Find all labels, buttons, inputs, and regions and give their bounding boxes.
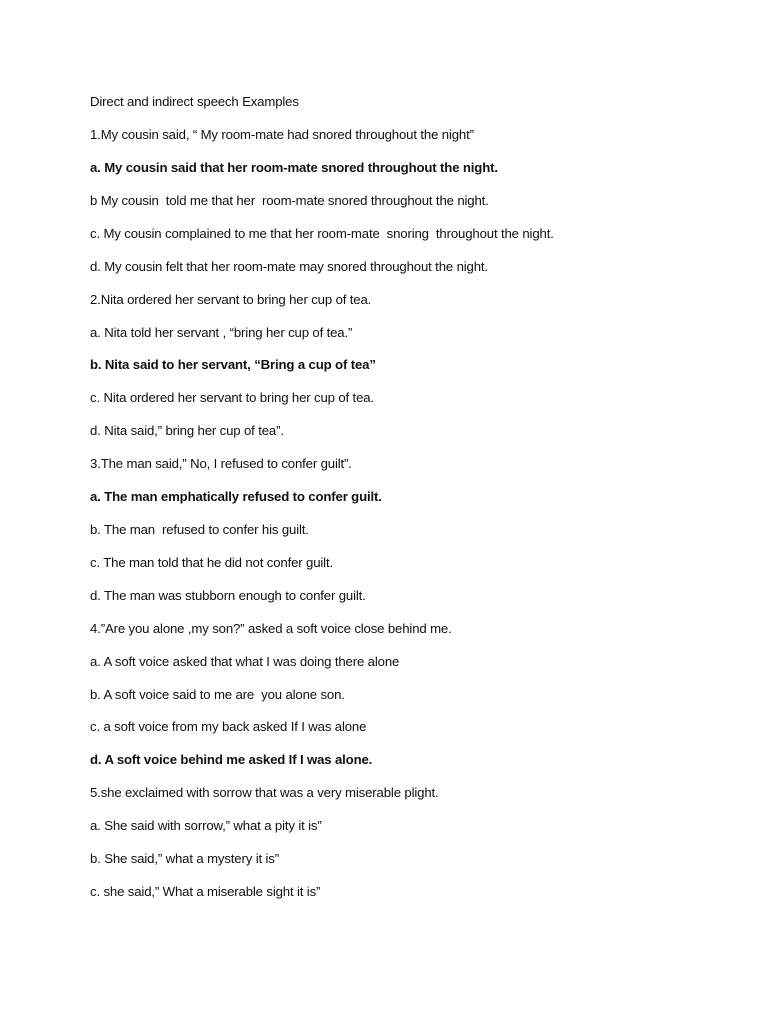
question-1: 1.My cousin said, “ My room-mate had snored throughout the night”: [90, 127, 474, 142]
option-2a: a. Nita told her servant , “bring her cup of tea.”: [90, 325, 353, 340]
document-title: Direct and indirect speech Examples: [90, 94, 299, 109]
question-3: 3.The man said,” No, I refused to confer guilt”.: [90, 456, 352, 471]
option-4d: d. A soft voice behind me asked If I was alone.: [90, 752, 373, 767]
option-3d: d. The man was stubborn enough to confer guilt.: [90, 588, 366, 603]
question-5: 5.she exclaimed with sorrow that was a very miserable plight.: [90, 785, 439, 800]
option-4a: a. A soft voice asked that what I was doing there alone: [90, 654, 400, 669]
option-1b: b My cousin told me that her room-mate snored throughout the night.: [90, 193, 489, 208]
option-4b: b. A soft voice said to me are you alone son.: [90, 687, 345, 702]
option-1d: d. My cousin felt that her room-mate may snored throughout the night.: [90, 259, 488, 274]
option-5b: b. She said,” what a mystery it is”: [90, 851, 279, 866]
option-2b: b. Nita said to her servant, “Bring a cup of tea”: [90, 357, 376, 372]
question-2: 2.Nita ordered her servant to bring her cup of tea.: [90, 292, 372, 307]
option-1a: a. My cousin said that her room-mate snored throughout the night.: [90, 160, 498, 175]
option-3c: c. The man told that he did not confer guilt.: [90, 555, 333, 570]
option-3b: b. The man refused to confer his guilt.: [90, 522, 309, 537]
option-5c: c. she said,” What a miserable sight it is”: [90, 884, 321, 899]
option-3a: a. The man emphatically refused to confer guilt.: [90, 489, 382, 504]
option-4c: c. a soft voice from my back asked If I was alone: [90, 719, 367, 734]
option-5a: a. She said with sorrow,” what a pity it is”: [90, 818, 322, 833]
option-2d: d. Nita said,” bring her cup of tea”.: [90, 423, 284, 438]
option-1c: c. My cousin complained to me that her room-mate snoring throughout the night.: [90, 226, 554, 241]
option-2c: c. Nita ordered her servant to bring her cup of tea.: [90, 390, 374, 405]
question-4: 4.”Are you alone ,my son?” asked a soft voice close behind me.: [90, 621, 452, 636]
